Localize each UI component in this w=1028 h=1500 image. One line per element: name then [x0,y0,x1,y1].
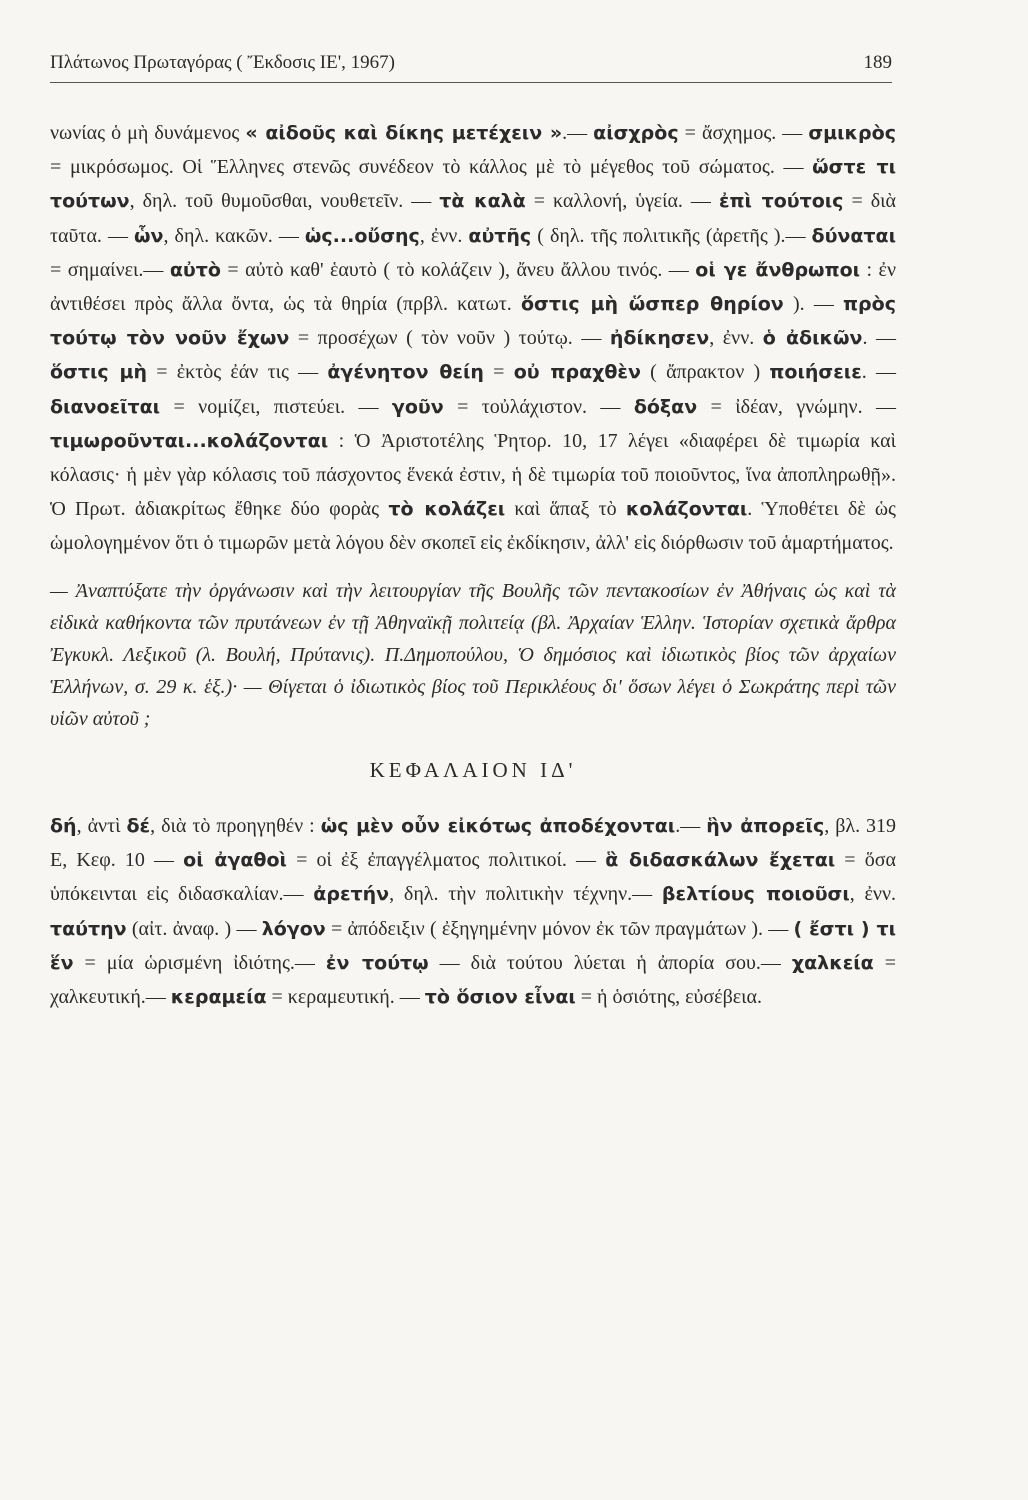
lemma-term: ὅστις μὴ ὥσπερ θηρίον [521,293,784,316]
lemma-term: αὐτῆς [468,224,532,247]
lemma-term: τὰ καλὰ [439,190,526,213]
lemma-term: δόξαν [633,395,698,418]
gloss-text: = ἐκτὸς ἐάν τις — [147,361,328,384]
lemma-term: δή [50,814,77,837]
gloss-text: = διὰ ταῦτα. — [50,190,897,247]
lemma-term: λόγον [261,917,326,940]
gloss-text: , δηλ. κακῶν. — [163,224,305,247]
gloss-text: , ἀντὶ [76,814,127,837]
lemma-term: διανοεῖται [50,395,161,418]
lemma-term: ταύτην [50,917,127,940]
gloss-text: .— [675,814,707,837]
gloss-text: — διὰ τούτου λύεται ἡ ἀπορία σου.— [428,952,792,975]
lemma-term: ὥστε τι τούτων [50,156,896,213]
lemma-term: ἀρετήν [313,883,390,906]
gloss-text: . — [861,361,897,384]
lemma-term: « αἰδοῦς καὶ δίκης μετέχειν » [245,122,563,144]
gloss-text: = ἰδέαν, γνώμην. — [697,395,896,418]
gloss-text: : Ὁ Ἀριστοτέλης Ῥητορ. 10, 17 λέγει «διαφέρει δὲ τιμωρία καὶ κόλασις· ἡ μὲν γὰρ κόλασις τοῦ πάσχοντος ἕνεκά ἐστιν, ἡ δὲ τιμωρία τοῦ ποιοῦντος, ἵνα ἀποπληρωθῇ». Ὁ Πρωτ. ἀδιακρίτως ἔθηκε δύο φορὰς [50,429,896,521]
gloss-text: . — [862,327,897,350]
chapter-commentary-paragraph [50,809,896,1015]
chapter-heading: ΚΕΦΑΛΑΙΟΝ ΙΔ' [369,757,577,782]
lemma-term: ἠδίκησεν [609,327,710,350]
lemma-term: ποιήσειε [769,361,862,384]
lemma-term: ἐπὶ τούτοις [718,190,844,213]
gloss-text: = [483,361,514,384]
gloss-text: = ἄσχημος. — [678,122,809,144]
gloss-text: , διὰ τὸ προηγηθέν : [150,814,321,837]
gloss-text: ( δηλ. τῆς πολιτικῆς (ἀρετῆς ).— [531,224,812,247]
commentary-paragraph [50,116,896,561]
gloss-text: = χαλκευτική.— [50,952,897,1009]
gloss-text: . Ὑποθέτει δὲ ὡς ὡμολογημένον ὅτι ὁ τιμωρῶν μετὰ λόγου δὲν σκοπεῖ εἰς ἐκδίκησιν, ἀλλ' εἰς διόρθωσιν τοῦ ἁμαρτήματος. [50,498,896,555]
lemma-term: τὸ ὅσιον εἶναι [424,986,576,1009]
lemma-term: βελτίους ποιοῦσι [661,883,850,906]
lemma-term: τιμωροῦνται...κολάζονται [50,429,329,452]
gloss-text: (αἰτ. ἀναφ. ) — [126,917,262,940]
gloss-text: = ὅσα ὑπόκεινται εἰς διδασκαλίαν.— [50,849,896,906]
lemma-term: σμικρὸς [808,122,896,144]
gloss-text: : ἐν ἀντιθέσει πρὸς ἄλλα ὄντα, ὡς τὰ θηρία (πρβλ. κατωτ. [50,258,896,316]
lemma-term: ἣν ἀπορεῖς [706,814,825,837]
lemma-term: ὅστις μὴ [50,361,147,384]
gloss-text: καὶ ἅπαξ τὸ [505,498,626,521]
lemma-term: οἱ ἀγαθοὶ [183,849,287,872]
gloss-text: = προσέχων ( τὸν νοῦν ) τούτῳ. — [289,327,610,350]
lemma-term: ὧν [134,224,164,247]
lemma-term: αἰσχρὸς [593,122,679,144]
lemma-term: οἱ γε ἄνθρωποι [695,258,861,281]
gloss-text: = τοὐλάχιστον. — [443,395,634,418]
lemma-term: ὁ ἀδικῶν [762,327,863,350]
gloss-text: , ἐνν. [849,883,897,906]
lemma-term: τὸ κολάζει [388,498,506,521]
gloss-text: , δηλ. τὴν πολιτικὴν τέχνην.— [389,883,662,906]
lemma-term: δύναται [811,224,897,247]
gloss-text: ( ἄπρακτον ) [640,361,770,384]
gloss-text: .— [562,122,594,144]
gloss-text: = αὐτὸ καθ' ἑαυτὸ ( τὸ κολάζειν ), ἄνευ ἄλλου τινός. — [220,258,696,281]
gloss-text: = καλλονή, ὑγεία. — [525,190,719,213]
gloss-text: , βλ. 319 Ε, Κεφ. 10 — [50,814,897,872]
lemma-term: κολάζονται [625,498,748,521]
lemma-term: χαλκεία [791,952,874,975]
gloss-text: = ἡ ὁσιότης, εὐσέβεια. [575,986,763,1009]
lemma-term: γοῦν [391,395,444,418]
gloss-text: ). — [783,293,844,316]
gloss-text: , ἐνν. [709,327,763,350]
lemma-term: ὡς μὲν οὖν εἰκότως ἀποδέχονται [320,814,676,837]
page-content [50,116,896,1015]
lemma-term: ἐν τούτῳ [325,952,429,975]
page-number: 189 [863,52,892,73]
lemma-term: ἀγένητον θείη [327,361,484,384]
gloss-text: = σημαίνει.— [50,258,170,281]
gloss-text: , δηλ. τοῦ θυμοῦσθαι, νουθετεῖν. — [129,190,440,213]
lemma-term: αὐτὸ [169,258,221,281]
study-question: — Ἀναπτύξατε τὴν ὀργάνωσιν καὶ τὴν λειτουργίαν τῆς Βουλῆς τῶν πεντακοσίων ἐν Ἀθήναις ὡς καὶ τὰ εἰδικὰ καθήκοντα τῶν πρυτάνεων ἐν τῇ Ἀθηναϊκῇ πολιτείᾳ (βλ. Ἀρχαίαν Ἑλλην. Ἱστορίαν σχετικὰ ἄρθρα Ἐγκυκλ. Λεξικοῦ (λ. Βουλή, Πρύτανις). Π.Δημοπούλου, Ὁ δημόσιος καὶ ἰδιωτικὸς βίος τῶν ἀρχαίων Ἑλλήνων, σ. 29 κ. ἑξ.)· — Θίγεται ὁ ἰδιωτικὸς βίος τοῦ Περικλέους δι' ὅσων λέγει ὁ Σωκράτης περὶ τῶν υἱῶν αὐτοῦ ; [50,579,896,730]
gloss-text: = κεραμευτική. — [266,986,425,1009]
lemma-term: ὡς...οὔσης [304,224,420,247]
lemma-term: πρὸς τούτῳ τὸν νοῦν ἔχων [50,293,896,350]
gloss-text: νωνίας ὁ μὴ δυνάμενος [50,122,246,144]
gloss-text: = ἀπόδειξιν ( ἐξηγημένην μόνον ἐκ τῶν πραγμάτων ). — [325,917,794,940]
gloss-text: = νομίζει, πιστεύει. — [160,395,392,418]
gloss-text: = μικρόσωμος. Οἱ Ἕλληνες στενῶς συνέδεον τὸ κάλλος μὲ τὸ μέγεθος τοῦ σώματος. — [50,156,813,179]
gloss-text: = μία ὡρισμένη ἰδιότης.— [73,952,326,975]
running-title: Πλάτωνος Πρωταγόρας ( Ἔκδοσις ΙΕ', 1967) [50,52,395,73]
lemma-term: οὐ πραχθὲν [513,361,641,384]
lemma-term: ἃ διδασκάλων ἔχεται [605,849,836,872]
lemma-term: δέ [126,814,151,837]
page-header [50,52,892,83]
lemma-term: κεραμεία [170,986,267,1009]
lemma-term: ( ἔστι ) τι ἕν [50,917,896,975]
gloss-text: , ἐνν. [419,224,469,247]
gloss-text: = οἱ ἐξ ἐπαγγέλματος πολιτικοί. — [286,849,606,872]
